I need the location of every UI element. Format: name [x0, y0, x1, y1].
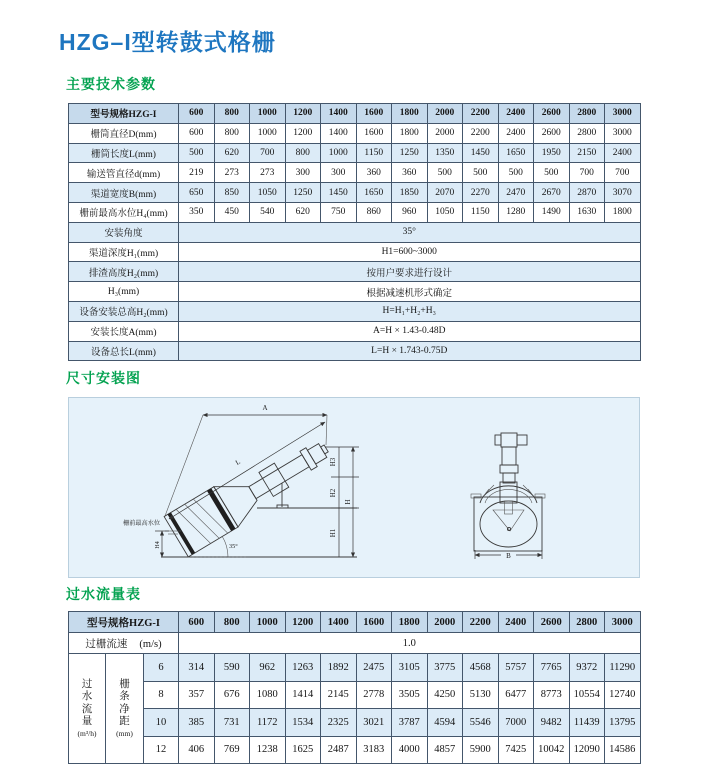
- param-value-cell: 1150: [463, 202, 499, 222]
- param-value-cell: 1850: [392, 183, 428, 203]
- angle-label: 35°: [229, 543, 238, 550]
- flow-value-cell: 676: [214, 681, 250, 709]
- gap-size-cell: 10: [144, 709, 179, 737]
- model-size-cell: 800: [214, 104, 250, 124]
- flow-value-cell: 3183: [356, 736, 392, 764]
- param-label-cell: 设备总长L(mm): [69, 341, 179, 361]
- model-size-cell: 2400: [498, 104, 534, 124]
- param-value-cell: 1280: [498, 202, 534, 222]
- drum-band: [207, 488, 235, 531]
- flow-value-cell: 406: [179, 736, 215, 764]
- dim-label-A: A: [262, 404, 268, 412]
- param-span-value: 根据减速机形式确定: [179, 282, 641, 302]
- param-value-cell: 273: [250, 163, 286, 183]
- param-value-cell: 1950: [534, 143, 570, 163]
- flow-value-cell: 7000: [498, 709, 534, 737]
- param-value-cell: 3070: [605, 183, 641, 203]
- flow-value-cell: 1892: [321, 654, 357, 682]
- drum-top-band-outer: [480, 486, 537, 503]
- dim-label-H: H: [344, 499, 352, 505]
- param-value-cell: 1630: [569, 202, 605, 222]
- flow-value-cell: 4568: [463, 654, 499, 682]
- param-value-cell: 350: [179, 202, 215, 222]
- model-size-cell: 3000: [605, 612, 641, 633]
- param-value-cell: 2270: [463, 183, 499, 203]
- section-heading-installation-drawing: 尺寸安装图: [66, 370, 141, 386]
- param-value-cell: 500: [463, 163, 499, 183]
- param-label-cell: 栅前最高水位H₄(mm): [69, 202, 179, 222]
- flow-value-cell: 5900: [463, 736, 499, 764]
- model-size-cell: 1200: [285, 104, 321, 124]
- bar-spacing-axis-char: 净: [119, 703, 130, 715]
- model-size-cell: 1000: [250, 104, 286, 124]
- flow-value-cell: 5130: [463, 681, 499, 709]
- param-value-cell: 2470: [498, 183, 534, 203]
- technical-parameters-table: [68, 103, 641, 361]
- model-size-cell: 1400: [321, 104, 357, 124]
- dim-label-L: L: [234, 457, 242, 467]
- page-title: HZG–I型转鼓式格栅: [59, 29, 276, 55]
- gap-size-cell: 8: [144, 681, 179, 709]
- flow-value-cell: 2145: [321, 681, 357, 709]
- section-heading-parameters: 主要技术参数: [66, 76, 156, 92]
- flow-value-cell: 11290: [605, 654, 641, 682]
- param-label-cell: 安装长度A(mm): [69, 321, 179, 341]
- dim-label-B: B: [506, 552, 511, 560]
- flow-value-cell: 12090: [569, 736, 605, 764]
- model-size-cell: 1800: [392, 612, 428, 633]
- flow-value-cell: 2487: [321, 736, 357, 764]
- param-value-cell: 500: [534, 163, 570, 183]
- flow-value-cell: 2475: [356, 654, 392, 682]
- params-value-row: [69, 202, 641, 222]
- param-value-cell: 1600: [356, 123, 392, 143]
- transition-cone: [214, 471, 264, 527]
- flow-value-cell: 6477: [498, 681, 534, 709]
- flow-quantity-axis-cell: [69, 654, 106, 764]
- velocity-value: 1.0: [179, 633, 641, 654]
- velocity-unit: (m/s): [139, 638, 162, 650]
- param-value-cell: 850: [214, 183, 250, 203]
- param-value-cell: 1200: [285, 123, 321, 143]
- model-size-cell: 600: [179, 612, 215, 633]
- param-value-cell: 540: [250, 202, 286, 222]
- model-size-cell: 2200: [463, 612, 499, 633]
- params-value-row: [69, 183, 641, 203]
- gear-motor: [517, 435, 527, 445]
- param-value-cell: 800: [214, 123, 250, 143]
- params-span-row: [69, 242, 641, 262]
- param-value-cell: 650: [179, 183, 215, 203]
- params-span-row: [69, 321, 641, 341]
- param-value-cell: 2000: [427, 123, 463, 143]
- param-value-cell: 2800: [569, 123, 605, 143]
- param-span-value: H=H₁+H₂+H₃: [179, 301, 641, 321]
- lower-pipe: [503, 473, 515, 483]
- bearing-housing: [259, 463, 289, 496]
- water-level-label: 栅前最高水位: [123, 520, 161, 527]
- param-value-cell: 700: [569, 163, 605, 183]
- model-size-cell: 1400: [321, 612, 357, 633]
- dim-label-H2: H2: [329, 488, 337, 498]
- flow-value-cell: 731: [214, 709, 250, 737]
- model-size-cell: 1800: [392, 104, 428, 124]
- flow-value-cell: 2778: [356, 681, 392, 709]
- flow-value-cell: 12740: [605, 681, 641, 709]
- model-size-cell: 2000: [427, 612, 463, 633]
- param-value-cell: 1450: [463, 143, 499, 163]
- discharge-elbow: [501, 433, 517, 447]
- flow-data-row: [69, 736, 641, 764]
- flow-header-label: 型号规格HZG-I: [69, 612, 179, 633]
- param-span-value: 35°: [179, 222, 641, 242]
- flow-value-cell: 3505: [392, 681, 428, 709]
- elbow-cap: [495, 435, 501, 445]
- support-base: [277, 505, 288, 508]
- flow-value-cell: 1534: [285, 709, 321, 737]
- bar-spacing-axis-cell: [106, 654, 144, 764]
- param-value-cell: 1250: [392, 143, 428, 163]
- flow-value-cell: 9372: [569, 654, 605, 682]
- flow-quantity-axis-unit: (m³/h): [77, 728, 97, 738]
- flow-value-cell: 4594: [427, 709, 463, 737]
- param-span-value: 按用户要求进行设计: [179, 262, 641, 282]
- drum-band: [168, 512, 196, 554]
- param-value-cell: 750: [321, 202, 357, 222]
- flow-value-cell: 4857: [427, 736, 463, 764]
- model-size-cell: 1000: [250, 612, 286, 633]
- side-view-drawing: [123, 404, 359, 557]
- flow-value-cell: 7425: [498, 736, 534, 764]
- param-label-cell: 设备安装总高H₂(mm): [69, 301, 179, 321]
- flow-value-cell: 5546: [463, 709, 499, 737]
- params-span-row: [69, 262, 641, 282]
- param-value-cell: 1800: [392, 123, 428, 143]
- params-span-row: [69, 341, 641, 361]
- flow-value-cell: 590: [214, 654, 250, 682]
- param-value-cell: 300: [285, 163, 321, 183]
- flow-value-cell: 1414: [285, 681, 321, 709]
- flow-value-cell: 10042: [534, 736, 570, 764]
- param-label-cell: 栅筒直径D(mm): [69, 123, 179, 143]
- flow-value-cell: 3021: [356, 709, 392, 737]
- flow-value-cell: 14586: [605, 736, 641, 764]
- flow-value-cell: 9482: [534, 709, 570, 737]
- model-size-cell: 2800: [569, 104, 605, 124]
- flow-value-cell: 4000: [392, 736, 428, 764]
- params-span-row: [69, 282, 641, 302]
- param-value-cell: 1450: [321, 183, 357, 203]
- drum-screen-machine: [164, 427, 337, 557]
- param-value-cell: 2870: [569, 183, 605, 203]
- motor-cap: [321, 445, 329, 454]
- center-chute: [500, 482, 517, 503]
- params-header-label: 型号规格HZG-I: [69, 104, 179, 124]
- param-value-cell: 2200: [463, 123, 499, 143]
- flow-quantity-axis-char: 过: [81, 678, 93, 690]
- params-value-row: [69, 163, 641, 183]
- flow-value-cell: 3787: [392, 709, 428, 737]
- flow-quantity-axis-char: 流: [81, 703, 93, 715]
- param-value-cell: 273: [214, 163, 250, 183]
- model-size-cell: 600: [179, 104, 215, 124]
- bar-spacing-axis-char: 距: [119, 716, 130, 727]
- flow-quantity-axis-label: [69, 679, 105, 729]
- flow-value-cell: 769: [214, 736, 250, 764]
- params-span-row: [69, 301, 641, 321]
- bar-spacing-axis-char: 栅: [119, 678, 130, 690]
- conveyor-tube: [249, 455, 309, 499]
- param-value-cell: 620: [285, 202, 321, 222]
- frame: [474, 497, 542, 551]
- params-span-row: [69, 222, 641, 242]
- flow-quantity-axis-char: 水: [81, 691, 93, 702]
- flow-value-cell: 314: [179, 654, 215, 682]
- param-value-cell: 1350: [427, 143, 463, 163]
- flow-value-cell: 5757: [498, 654, 534, 682]
- model-size-cell: 2600: [534, 104, 570, 124]
- param-value-cell: 500: [179, 143, 215, 163]
- param-value-cell: 860: [356, 202, 392, 222]
- model-size-cell: 1600: [356, 612, 392, 633]
- param-value-cell: 2150: [569, 143, 605, 163]
- flow-value-cell: 10554: [569, 681, 605, 709]
- param-value-cell: 1650: [356, 183, 392, 203]
- param-value-cell: 960: [392, 202, 428, 222]
- params-value-row: [69, 123, 641, 143]
- flow-data-row: [69, 654, 641, 682]
- params-header-row: [69, 104, 641, 124]
- param-value-cell: 1000: [321, 143, 357, 163]
- flow-header-row: [69, 612, 641, 633]
- flow-velocity-row: [69, 633, 641, 654]
- model-size-cell: 2600: [534, 612, 570, 633]
- flow-value-cell: 4250: [427, 681, 463, 709]
- param-label-cell: 排渣高度H₂(mm): [69, 262, 179, 282]
- flow-data-row: [69, 681, 641, 709]
- flow-value-cell: 1172: [250, 709, 286, 737]
- dim-label-H4: H4: [154, 541, 161, 549]
- gap-size-cell: 12: [144, 736, 179, 764]
- param-value-cell: 600: [179, 123, 215, 143]
- param-span-value: L=H × 1.743-0.75D: [179, 341, 641, 361]
- flow-value-cell: 1263: [285, 654, 321, 682]
- section-heading-flow-table: 过水流量表: [66, 586, 141, 602]
- param-value-cell: 1800: [605, 202, 641, 222]
- model-size-cell: 2800: [569, 612, 605, 633]
- installation-diagram: [69, 398, 639, 577]
- param-value-cell: 360: [392, 163, 428, 183]
- param-value-cell: 500: [427, 163, 463, 183]
- flow-quantity-axis-char: 量: [81, 716, 93, 727]
- drum-face: [480, 501, 537, 547]
- model-size-cell: 2000: [427, 104, 463, 124]
- param-value-cell: 700: [250, 143, 286, 163]
- flow-value-cell: 1080: [250, 681, 286, 709]
- model-size-cell: 3000: [605, 104, 641, 124]
- param-label-cell: 栅筒长度L(mm): [69, 143, 179, 163]
- param-value-cell: 450: [214, 202, 250, 222]
- dim-label-H1: H1: [329, 528, 337, 538]
- param-label-cell: 安装角度: [69, 222, 179, 242]
- param-value-cell: 1050: [250, 183, 286, 203]
- param-value-cell: 800: [285, 143, 321, 163]
- front-view-drawing: [471, 433, 545, 560]
- param-span-value: A=H × 1.43-0.48D: [179, 321, 641, 341]
- flow-value-cell: 385: [179, 709, 215, 737]
- flow-value-cell: 13795: [605, 709, 641, 737]
- flow-value-cell: 7765: [534, 654, 570, 682]
- installation-diagram-panel: [68, 397, 640, 578]
- flow-value-cell: 8773: [534, 681, 570, 709]
- param-label-cell: 渠道深度H₁(mm): [69, 242, 179, 262]
- param-label-cell: 渠道宽度B(mm): [69, 183, 179, 203]
- water-flow-table: [68, 611, 641, 764]
- param-value-cell: 1150: [356, 143, 392, 163]
- param-label-cell: H₃(mm): [69, 282, 179, 302]
- flow-value-cell: 1625: [285, 736, 321, 764]
- param-value-cell: 3000: [605, 123, 641, 143]
- velocity-label-cell: [69, 633, 179, 654]
- flow-value-cell: 3105: [392, 654, 428, 682]
- model-size-cell: 1600: [356, 104, 392, 124]
- param-value-cell: 1650: [498, 143, 534, 163]
- flow-value-cell: 962: [250, 654, 286, 682]
- flow-value-cell: 1238: [250, 736, 286, 764]
- pipe-coupling: [500, 465, 518, 473]
- param-value-cell: 1050: [427, 202, 463, 222]
- flow-data-row: [69, 709, 641, 737]
- param-value-cell: 1490: [534, 202, 570, 222]
- param-value-cell: 2400: [498, 123, 534, 143]
- model-size-cell: 800: [214, 612, 250, 633]
- model-size-cell: 2400: [498, 612, 534, 633]
- param-value-cell: 1400: [321, 123, 357, 143]
- dim-label-H3: H3: [329, 457, 337, 467]
- flow-value-cell: 11439: [569, 709, 605, 737]
- bar-spacing-axis-unit: (mm): [116, 728, 133, 738]
- param-label-cell: 输送管直径d(mm): [69, 163, 179, 183]
- flow-value-cell: 357: [179, 681, 215, 709]
- param-value-cell: 300: [321, 163, 357, 183]
- params-value-row: [69, 143, 641, 163]
- param-value-cell: 620: [214, 143, 250, 163]
- bar-spacing-axis-label: [106, 679, 143, 729]
- param-value-cell: 500: [498, 163, 534, 183]
- model-size-cell: 1200: [285, 612, 321, 633]
- param-span-value: H1=600~3000: [179, 242, 641, 262]
- param-value-cell: 219: [179, 163, 215, 183]
- bar-spacing-axis-char: 条: [119, 691, 130, 702]
- param-value-cell: 1250: [285, 183, 321, 203]
- param-value-cell: 1000: [250, 123, 286, 143]
- vertical-pipe: [502, 447, 516, 465]
- gap-size-cell: 6: [144, 654, 179, 682]
- param-value-cell: 700: [605, 163, 641, 183]
- param-value-cell: 360: [356, 163, 392, 183]
- param-value-cell: 2600: [534, 123, 570, 143]
- param-value-cell: 2070: [427, 183, 463, 203]
- velocity-label: 过栅流速: [85, 638, 128, 650]
- model-size-cell: 2200: [463, 104, 499, 124]
- drive-motor: [307, 444, 326, 464]
- flow-value-cell: 2325: [321, 709, 357, 737]
- param-value-cell: 2670: [534, 183, 570, 203]
- flow-value-cell: 3775: [427, 654, 463, 682]
- param-value-cell: 2400: [605, 143, 641, 163]
